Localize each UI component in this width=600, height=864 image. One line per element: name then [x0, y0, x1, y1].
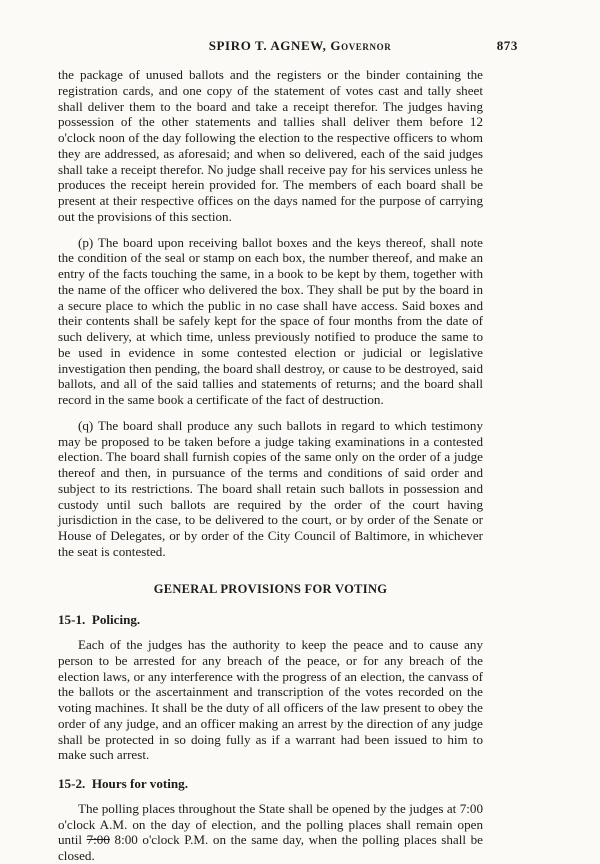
body-text: [58, 67, 483, 864]
section-15-2-text-before: The polling places throughout the State shall be opened by the judges at 7:00 o'clock A.M. on the day of election, and the polling places shall remain open until: [58, 800, 483, 848]
paragraph-p: (p) The board upon receiving ballot boxes and the keys thereof, shall note the condition of the seal or stamp on each box, the number thereof, and make an entry of the facts touching the same, in a book to be kept by them, together with the name of the officer who delivered the box. They shall be put by the board in a secure place to which the public in no case shall have access. Said boxes and their contents shall be safely kept for the space of four months from the date of such delivery, at which time, unless previously notified to produce the same to be used in evidence in some contested election or judicial or legislative investigation then pending, the board shall destroy, or cause to be destroyed, said ballots, and all of the said tallies and statements of returns; and the board shall record in the same book a certificate of the fact of destruction.: [58, 234, 483, 407]
running-head: [0, 38, 600, 58]
section-15-1-title: Policing.: [91, 612, 141, 628]
section-15-2-number: 15-2.: [58, 776, 86, 791]
paragraph-q: (q) The board shall produce any such ballots in regard to which testimony may be proposed to be taken before a judge taking examinations in a contested election. The board shall furnish copies of the same only on the order of a judge thereof and then, in pursuance of the terms and conditions of said order and subject to its restrictions. The board shall retain such ballots in possession and custody until such ballots are required by the order of the court having jurisdiction in the case, to be delivered to the court, or by order of the Senate or House of Delegates, or by order of the City Council of Baltimore, in whichever the seat is contested.: [58, 417, 483, 559]
section-15-2-title: Hours for voting.: [91, 776, 188, 791]
section-15-1-number: 15-1.: [58, 612, 86, 628]
page-number: 873: [496, 38, 518, 53]
general-provisions-heading: GENERAL PROVISIONS FOR VOTING: [153, 581, 388, 596]
section-15-1-text: Each of the judges has the authority to keep the peace and to cause any person to be arrested for any breach of the peace, or for any breach of the election laws, or any interference with the progress of an election, the canvass of the ballots or the ascertainment and transcription of the votes recorded on the voting machines. It shall be the duty of all officers of the law present to obey the order of any judge, and an officer making an arrest by the direction of any judge shall be protected in so doing fully as if a warrant had been issued to him to make such arrest.: [58, 637, 483, 763]
section-15-2-heading: [58, 776, 483, 792]
struck-time: 7:00: [86, 832, 110, 848]
section-15-2-text: [58, 801, 483, 864]
running-head-title: SPIRO T. AGNEW, Governor: [208, 38, 392, 53]
section-15-1-heading: [58, 612, 483, 628]
continuation-paragraph: the package of unused ballots and the registers or the binder containing the registration cards, and one copy of the statement of votes cast and tally sheet shall deliver them to the board and take a receipt therefor. The judges having possession of the other statements and tallies shall deliver them before 12 o'clock noon of the day following the election to the respective officers to whom they are addressed, as aforesaid; and when so delivered, each of the said judges shall take a receipt therefor. No judge shall receive pay for his services unless he produces the receipt herein provided for. The members of each board shall be present at their respective offices on the days named for the purpose of carrying out the provisions of this section.: [58, 67, 483, 224]
section-15-2-text-after: 8:00 o'clock P.M. on the same day, when the polling places shall be closed.: [58, 832, 483, 863]
